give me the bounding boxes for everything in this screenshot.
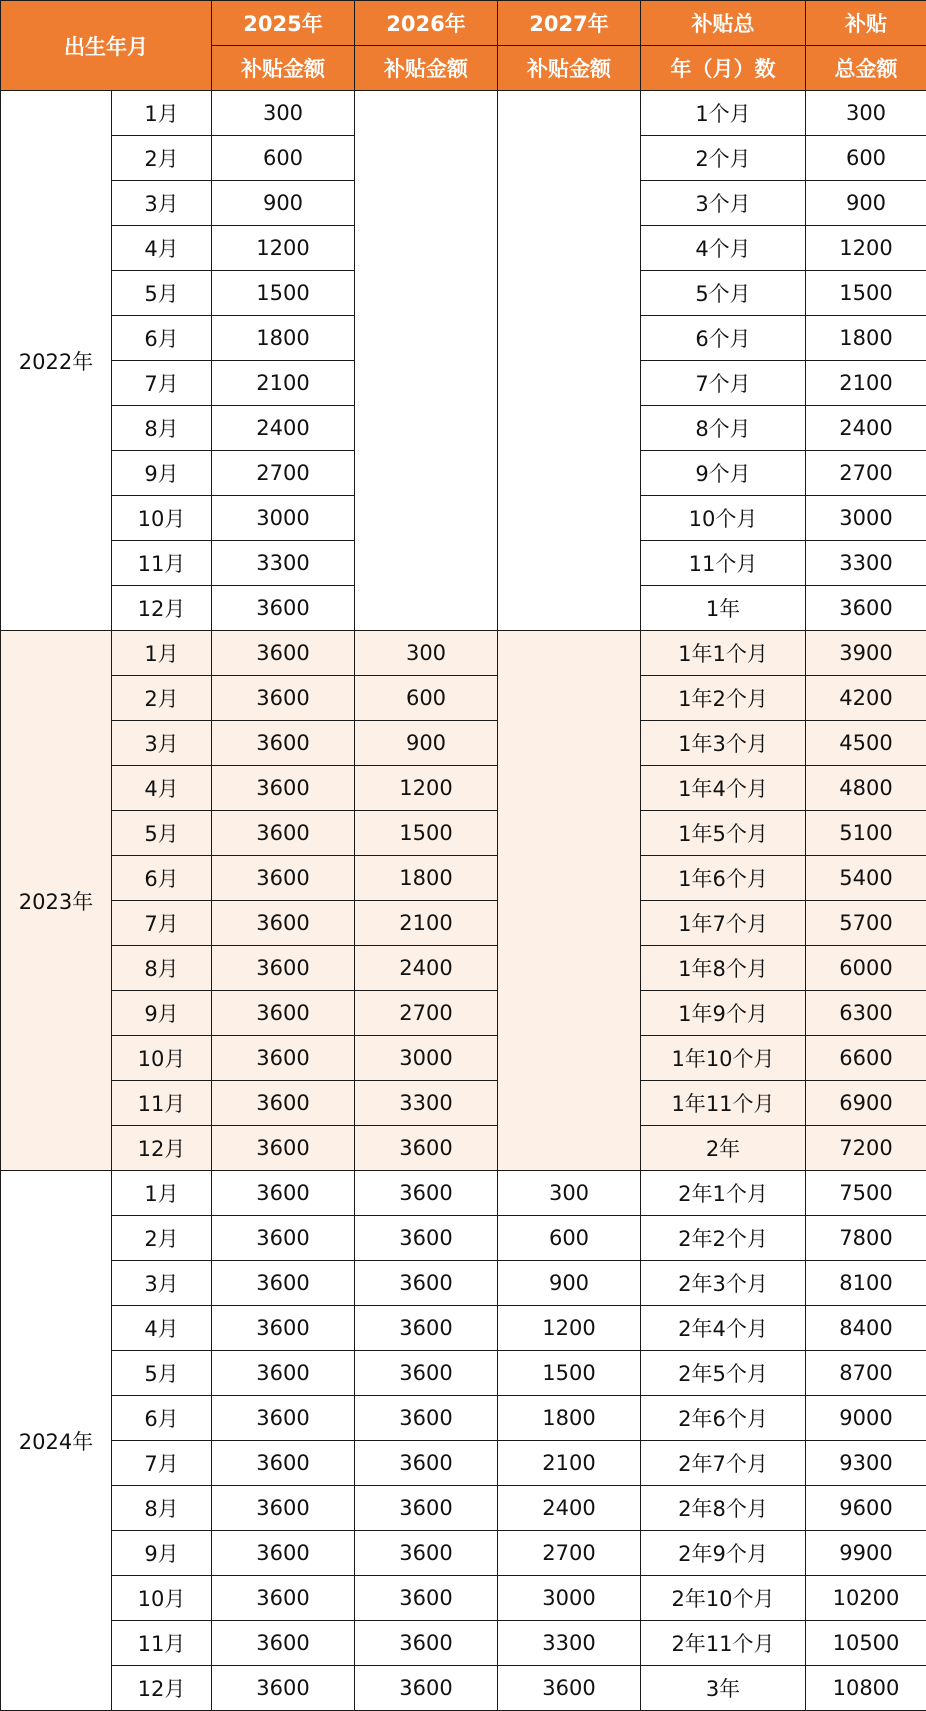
total-amount-cell: 7800 [806, 1216, 926, 1261]
table-row [1, 1261, 926, 1306]
total-amount-cell: 600 [806, 136, 926, 181]
table-row [1, 721, 926, 766]
subsidy-2026-cell: 600 [355, 676, 498, 721]
subsidy-2025-cell: 3600 [212, 1171, 355, 1216]
subsidy-2025-cell: 1200 [212, 226, 355, 271]
birth-year-cell: 2024年 [1, 1171, 112, 1711]
subsidy-2026-cell: 3600 [355, 1531, 498, 1576]
total-time-cell: 1年4个月 [641, 766, 806, 811]
total-time-cell: 6个月 [641, 316, 806, 361]
month-cell: 6月 [112, 316, 212, 361]
subsidy-2026-cell: 1800 [355, 856, 498, 901]
subsidy-2025-cell: 3600 [212, 1081, 355, 1126]
table-row [1, 631, 926, 676]
subsidy-2026-cell: 3600 [355, 1396, 498, 1441]
subsidy-2026-cell: 3600 [355, 1666, 498, 1711]
total-time-cell: 1年7个月 [641, 901, 806, 946]
total-amount-cell: 3300 [806, 541, 926, 586]
total-time-cell: 2年4个月 [641, 1306, 806, 1351]
subsidy-2027-cell: 3000 [498, 1576, 641, 1621]
subsidy-2026-cell: 3600 [355, 1486, 498, 1531]
month-cell: 11月 [112, 1081, 212, 1126]
subsidy-2025-cell: 3600 [212, 1441, 355, 1486]
subsidy-2027-cell: 1200 [498, 1306, 641, 1351]
month-cell: 3月 [112, 1261, 212, 1306]
subsidy-2027-cell: 2100 [498, 1441, 641, 1486]
subsidy-2026-cell: 3600 [355, 1216, 498, 1261]
group-2023 [1, 631, 926, 1171]
total-amount-cell: 4200 [806, 676, 926, 721]
subsidy-2026-cell: 3600 [355, 1261, 498, 1306]
subsidy-2026-cell: 900 [355, 721, 498, 766]
total-amount-cell: 4500 [806, 721, 926, 766]
month-cell: 6月 [112, 856, 212, 901]
total-time-cell: 2年6个月 [641, 1396, 806, 1441]
table-row [1, 1396, 926, 1441]
table-row [1, 991, 926, 1036]
month-cell: 2月 [112, 136, 212, 181]
subsidy-2025-cell: 3600 [212, 811, 355, 856]
subsidy-2025-cell: 3600 [212, 1036, 355, 1081]
total-time-cell: 1年9个月 [641, 991, 806, 1036]
header-total-time-line1: 补贴总 [641, 1, 806, 46]
month-cell: 3月 [112, 181, 212, 226]
subsidy-2025-cell: 3000 [212, 496, 355, 541]
total-time-cell: 1年 [641, 586, 806, 631]
header-2025-amount: 补贴金额 [212, 46, 355, 91]
total-amount-cell: 8400 [806, 1306, 926, 1351]
total-amount-cell: 2700 [806, 451, 926, 496]
subsidy-2025-cell: 3600 [212, 1621, 355, 1666]
subsidy-2025-cell: 3600 [212, 991, 355, 1036]
total-time-cell: 4个月 [641, 226, 806, 271]
total-time-cell: 2年8个月 [641, 1486, 806, 1531]
total-time-cell: 9个月 [641, 451, 806, 496]
subsidy-2025-cell: 2700 [212, 451, 355, 496]
total-time-cell: 1年2个月 [641, 676, 806, 721]
subsidy-2025-cell: 3600 [212, 901, 355, 946]
total-amount-cell: 900 [806, 181, 926, 226]
table-row [1, 1441, 926, 1486]
month-cell: 5月 [112, 1351, 212, 1396]
subsidy-2025-cell: 1500 [212, 271, 355, 316]
total-amount-cell: 5100 [806, 811, 926, 856]
total-amount-cell: 7200 [806, 1126, 926, 1171]
subsidy-2025-cell: 3600 [212, 946, 355, 991]
total-amount-cell: 6000 [806, 946, 926, 991]
subsidy-2026-cell: 3600 [355, 1126, 498, 1171]
subsidy-2025-cell: 3600 [212, 721, 355, 766]
total-time-cell: 1年3个月 [641, 721, 806, 766]
group-2024 [1, 1171, 926, 1711]
total-time-cell: 7个月 [641, 361, 806, 406]
subsidy-2026-cell: 2400 [355, 946, 498, 991]
total-amount-cell: 10800 [806, 1666, 926, 1711]
total-amount-cell: 6300 [806, 991, 926, 1036]
total-amount-cell: 6600 [806, 1036, 926, 1081]
table-row [1, 1531, 926, 1576]
subsidy-2026-cell: 3600 [355, 1621, 498, 1666]
month-cell: 9月 [112, 991, 212, 1036]
table-row [1, 91, 926, 136]
subsidy-2027-cell: 2700 [498, 1531, 641, 1576]
total-time-cell: 1年11个月 [641, 1081, 806, 1126]
total-amount-cell: 9300 [806, 1441, 926, 1486]
total-amount-cell: 8100 [806, 1261, 926, 1306]
subsidy-2026-cell: 300 [355, 631, 498, 676]
total-time-cell: 2年1个月 [641, 1171, 806, 1216]
subsidy-2025-cell: 3600 [212, 1126, 355, 1171]
subsidy-2025-cell: 3600 [212, 766, 355, 811]
header-birth-month: 出生年月 [1, 1, 212, 91]
subsidy-2025-cell: 2400 [212, 406, 355, 451]
subsidy-2026-cell: 2100 [355, 901, 498, 946]
subsidy-2025-cell: 3600 [212, 1306, 355, 1351]
subsidy-2027-cell: 2400 [498, 1486, 641, 1531]
total-time-cell: 2年 [641, 1126, 806, 1171]
table-row [1, 1171, 926, 1216]
header-total-time-line2: 年（月）数 [641, 46, 806, 91]
total-amount-cell: 1500 [806, 271, 926, 316]
subsidy-2025-cell: 600 [212, 136, 355, 181]
total-amount-cell: 2100 [806, 361, 926, 406]
subsidy-2025-cell: 3300 [212, 541, 355, 586]
total-time-cell: 2年9个月 [641, 1531, 806, 1576]
month-cell: 6月 [112, 1396, 212, 1441]
total-amount-cell: 4800 [806, 766, 926, 811]
total-amount-cell: 3600 [806, 586, 926, 631]
total-amount-cell: 1800 [806, 316, 926, 361]
month-cell: 7月 [112, 1441, 212, 1486]
header-2027-year: 2027年 [498, 1, 641, 46]
subsidy-2026-cell: 3600 [355, 1441, 498, 1486]
month-cell: 8月 [112, 1486, 212, 1531]
total-amount-cell: 2400 [806, 406, 926, 451]
subsidy-2027-cell: 900 [498, 1261, 641, 1306]
subsidy-2026-cell: 3600 [355, 1351, 498, 1396]
header-total-amount-line2: 总金额 [806, 46, 926, 91]
total-amount-cell: 5400 [806, 856, 926, 901]
subsidy-2025-cell: 3600 [212, 1486, 355, 1531]
month-cell: 2月 [112, 1216, 212, 1261]
total-amount-cell: 5700 [806, 901, 926, 946]
subsidy-2026-cell: 3600 [355, 1306, 498, 1351]
total-time-cell: 1个月 [641, 91, 806, 136]
empty-2027-cell [498, 631, 641, 1171]
table-row [1, 1036, 926, 1081]
month-cell: 11月 [112, 541, 212, 586]
total-time-cell: 10个月 [641, 496, 806, 541]
total-amount-cell: 3900 [806, 631, 926, 676]
table-row [1, 1306, 926, 1351]
table-row [1, 856, 926, 901]
total-amount-cell: 9900 [806, 1531, 926, 1576]
subsidy-2025-cell: 3600 [212, 586, 355, 631]
month-cell: 9月 [112, 1531, 212, 1576]
total-amount-cell: 1200 [806, 226, 926, 271]
subsidy-2026-cell: 3600 [355, 1576, 498, 1621]
subsidy-2026-cell: 2700 [355, 991, 498, 1036]
subsidy-2026-cell: 1200 [355, 766, 498, 811]
total-amount-cell: 10200 [806, 1576, 926, 1621]
table-row [1, 1126, 926, 1171]
month-cell: 5月 [112, 271, 212, 316]
total-time-cell: 2年11个月 [641, 1621, 806, 1666]
subsidy-2025-cell: 3600 [212, 1576, 355, 1621]
birth-year-cell: 2023年 [1, 631, 112, 1171]
month-cell: 1月 [112, 91, 212, 136]
month-cell: 10月 [112, 496, 212, 541]
month-cell: 12月 [112, 1666, 212, 1711]
subsidy-2025-cell: 1800 [212, 316, 355, 361]
total-amount-cell: 10500 [806, 1621, 926, 1666]
table-row [1, 676, 926, 721]
total-amount-cell: 7500 [806, 1171, 926, 1216]
subsidy-2027-cell: 600 [498, 1216, 641, 1261]
subsidy-2025-cell: 3600 [212, 1261, 355, 1306]
month-cell: 4月 [112, 226, 212, 271]
subsidy-2026-cell: 3300 [355, 1081, 498, 1126]
subsidy-2025-cell: 3600 [212, 856, 355, 901]
header-2026-year: 2026年 [355, 1, 498, 46]
total-amount-cell: 6900 [806, 1081, 926, 1126]
month-cell: 8月 [112, 946, 212, 991]
table-row [1, 766, 926, 811]
table-row [1, 1666, 926, 1711]
total-time-cell: 2个月 [641, 136, 806, 181]
month-cell: 4月 [112, 1306, 212, 1351]
month-cell: 12月 [112, 1126, 212, 1171]
table-row [1, 811, 926, 856]
group-2022 [1, 91, 926, 631]
total-time-cell: 1年8个月 [641, 946, 806, 991]
month-cell: 5月 [112, 811, 212, 856]
total-time-cell: 1年5个月 [641, 811, 806, 856]
total-amount-cell: 300 [806, 91, 926, 136]
subsidy-2027-cell: 1800 [498, 1396, 641, 1441]
total-time-cell: 2年5个月 [641, 1351, 806, 1396]
table-row [1, 1486, 926, 1531]
total-time-cell: 5个月 [641, 271, 806, 316]
subsidy-2027-cell: 3600 [498, 1666, 641, 1711]
month-cell: 1月 [112, 1171, 212, 1216]
table-row [1, 946, 926, 991]
subsidy-2025-cell: 3600 [212, 1396, 355, 1441]
table-row [1, 901, 926, 946]
empty-2027-cell [498, 91, 641, 631]
subsidy-2025-cell: 3600 [212, 1666, 355, 1711]
subsidy-2025-cell: 3600 [212, 676, 355, 721]
header-total-amount-line1: 补贴 [806, 1, 926, 46]
total-time-cell: 1年6个月 [641, 856, 806, 901]
header-2025-year: 2025年 [212, 1, 355, 46]
subsidy-2025-cell: 3600 [212, 1351, 355, 1396]
total-time-cell: 3个月 [641, 181, 806, 226]
table-row [1, 1576, 926, 1621]
table-header [1, 1, 926, 91]
month-cell: 12月 [112, 586, 212, 631]
total-amount-cell: 3000 [806, 496, 926, 541]
month-cell: 10月 [112, 1576, 212, 1621]
subsidy-2025-cell: 2100 [212, 361, 355, 406]
header-2026-amount: 补贴金额 [355, 46, 498, 91]
subsidy-2026-cell: 3000 [355, 1036, 498, 1081]
month-cell: 7月 [112, 361, 212, 406]
subsidy-2027-cell: 300 [498, 1171, 641, 1216]
total-time-cell: 2年10个月 [641, 1576, 806, 1621]
table-row [1, 1216, 926, 1261]
total-time-cell: 2年3个月 [641, 1261, 806, 1306]
total-time-cell: 3年 [641, 1666, 806, 1711]
subsidy-2025-cell: 300 [212, 91, 355, 136]
total-time-cell: 2年2个月 [641, 1216, 806, 1261]
empty-2026-cell [355, 91, 498, 631]
month-cell: 8月 [112, 406, 212, 451]
subsidy-2025-cell: 3600 [212, 1531, 355, 1576]
subsidy-2027-cell: 3300 [498, 1621, 641, 1666]
month-cell: 11月 [112, 1621, 212, 1666]
total-amount-cell: 8700 [806, 1351, 926, 1396]
subsidy-2026-cell: 1500 [355, 811, 498, 856]
table-row [1, 1351, 926, 1396]
total-amount-cell: 9000 [806, 1396, 926, 1441]
total-time-cell: 8个月 [641, 406, 806, 451]
total-amount-cell: 9600 [806, 1486, 926, 1531]
birth-year-cell: 2022年 [1, 91, 112, 631]
month-cell: 3月 [112, 721, 212, 766]
subsidy-2025-cell: 900 [212, 181, 355, 226]
subsidy-2025-cell: 3600 [212, 631, 355, 676]
month-cell: 4月 [112, 766, 212, 811]
header-2027-amount: 补贴金额 [498, 46, 641, 91]
total-time-cell: 11个月 [641, 541, 806, 586]
month-cell: 2月 [112, 676, 212, 721]
month-cell: 9月 [112, 451, 212, 496]
total-time-cell: 1年10个月 [641, 1036, 806, 1081]
total-time-cell: 2年7个月 [641, 1441, 806, 1486]
subsidy-2027-cell: 1500 [498, 1351, 641, 1396]
month-cell: 1月 [112, 631, 212, 676]
month-cell: 10月 [112, 1036, 212, 1081]
subsidy-2025-cell: 3600 [212, 1216, 355, 1261]
table-row [1, 1621, 926, 1666]
total-time-cell: 1年1个月 [641, 631, 806, 676]
subsidy-2026-cell: 3600 [355, 1171, 498, 1216]
table-row [1, 1081, 926, 1126]
month-cell: 7月 [112, 901, 212, 946]
